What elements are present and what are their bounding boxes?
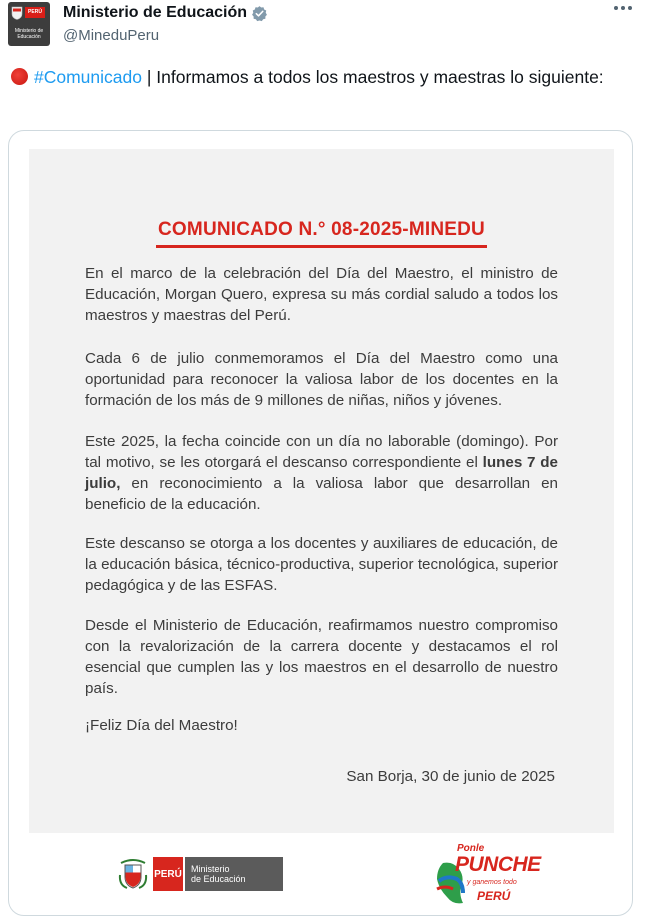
avatar-text-line-2: Educación bbox=[17, 34, 41, 40]
punche-line-3: y ganemos todo bbox=[467, 879, 517, 886]
avatar[interactable] bbox=[8, 2, 50, 46]
more-options-icon[interactable] bbox=[614, 6, 632, 10]
display-name[interactable]: Ministerio de Educación bbox=[63, 4, 248, 21]
account-name-row[interactable] bbox=[63, 4, 268, 22]
red-circle-icon bbox=[11, 68, 28, 85]
minedu-logo bbox=[117, 855, 283, 893]
avatar-text-line-1: Ministerio de bbox=[14, 28, 44, 34]
punche-line-4: PERÚ bbox=[477, 889, 511, 903]
signoff-date: San Borja, 30 de junio de 2025 bbox=[346, 768, 555, 785]
paragraph-3 bbox=[85, 431, 558, 515]
communique-title: COMUNICADO N.° 08-2025-MINEDU bbox=[156, 219, 487, 248]
paragraph-3-date: lunes 7 de julio, bbox=[85, 454, 559, 492]
tweet-text bbox=[11, 66, 631, 89]
hashtag-link[interactable]: #Comunicado bbox=[34, 67, 142, 87]
paragraph-2: Cada 6 de julio conmemoramos el Día del Maestro como una oportunidad para reconocer la valiosa labor de los docentes en la formación de los más de 9 millones de niñas, niños y jóvenes. bbox=[85, 350, 558, 409]
more-dot bbox=[614, 6, 618, 10]
more-dot bbox=[621, 6, 625, 10]
ministry-line-2: de Educación bbox=[191, 874, 246, 884]
peru-label: PERÚ bbox=[153, 857, 183, 891]
avatar-peru-tag: PERÚ bbox=[25, 7, 45, 18]
ministry-label bbox=[185, 857, 283, 891]
coat-of-arms-icon bbox=[117, 857, 149, 891]
verified-badge-icon bbox=[251, 5, 268, 22]
punche-line-2: PUNCHE bbox=[455, 853, 541, 876]
ponle-punche-logo bbox=[427, 843, 541, 911]
communique-title-wrap bbox=[29, 219, 614, 248]
paragraph-5: Desde el Ministerio de Educación, reafirmamos nuestro compromiso con la revalorización de la carrera docente y destacamos el rol esencial que cumplen las y los maestros en el desarrollo de nuestro país. bbox=[85, 617, 558, 697]
paragraph-3-start: Este 2025, la fecha coincide con un día no laborable (domingo). Por tal motivo, se les otorgará el descanso correspondiente el bbox=[85, 433, 558, 471]
paragraph-3-end: en reconocimiento a la valiosa labor que desarrollan en beneficio de la educación. bbox=[85, 475, 558, 513]
ministry-line-1: Ministerio bbox=[191, 864, 230, 874]
tweet-body: | Informamos a todos los maestros y maestras lo siguiente: bbox=[141, 67, 604, 87]
communique-document bbox=[29, 149, 614, 833]
tweet-media-image[interactable] bbox=[8, 130, 633, 916]
account-handle[interactable]: @MineduPeru bbox=[63, 27, 160, 44]
paragraph-6: ¡Feliz Día del Maestro! bbox=[85, 717, 238, 734]
paragraph-1: En el marco de la celebración del Día del Maestro, el ministro de Educación, Morgan Quero, expresa su más cordial saludo a todos los maestros y maestras del Perú. bbox=[85, 265, 558, 324]
paragraph-4: Este descanso se otorga a los docentes y auxiliares de educación, de la educación básica, técnico-productiva, superior tecnológica, superior pedagógica y de las ESFAS. bbox=[85, 535, 558, 594]
coat-of-arms-icon bbox=[11, 6, 23, 20]
more-dot bbox=[628, 6, 632, 10]
punche-line-1: Ponle bbox=[457, 843, 485, 854]
avatar-text bbox=[8, 28, 50, 40]
